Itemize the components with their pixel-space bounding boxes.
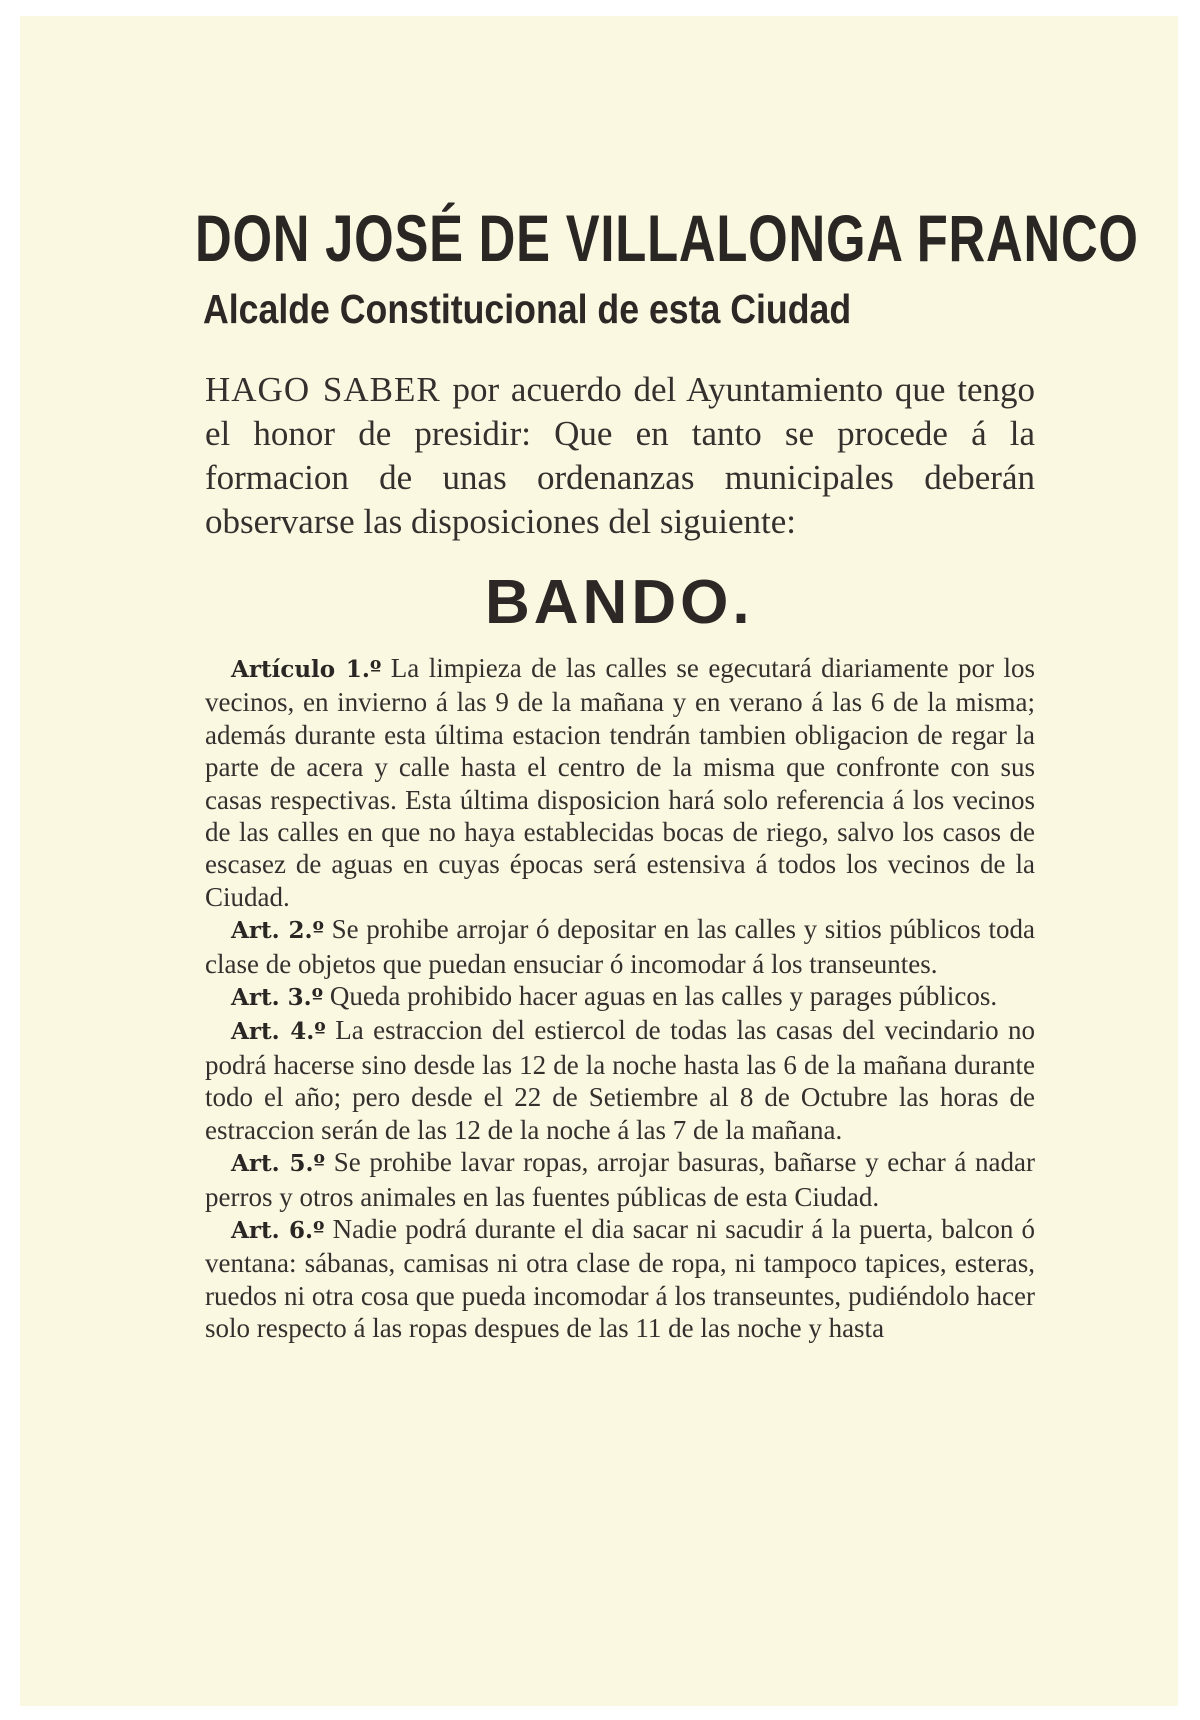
article-label: Art. 2.º [231, 917, 325, 945]
article-text: Se prohibe lavar ropas, arrojar basuras, bañarse y echar á nadar perros y otros animales en las fuentes públicas de esta Ciudad. [205, 1147, 1036, 1212]
article-text: La limpieza de las calles se egecutará diariamente por los vecinos, en invierno á las 9 de la mañana y en verano á las 6 de la misma; además durante esta última estacion tendrán tambien obligacion de regar la parte de acera y calle hasta el centro de la misma que confronte con sus casas respectivas. Esta última disposicion hará solo referencia á los vecinos de las calles en que no haya establecidas bocas de riego, salvo los casos de escasez de aguas en cuyas épocas será estensiva á todos los vecinos de la Ciudad. [205, 653, 1035, 912]
intro-lead: HAGO SABER [205, 370, 441, 409]
article-label: Art. 3.º [231, 984, 324, 1012]
intro-text: por acuerdo del Ayuntamiento que tengo el honor de presidir: Que en tanto se procede á la formacion de unas ordenanzas municipales deberán observarse las disposiciones del siguiente: [205, 370, 1035, 541]
article-label: Art. 5.º [231, 1150, 326, 1178]
bando-title: BANDO. [485, 568, 754, 637]
article-3 [205, 980, 1035, 1014]
article-text: Queda prohibido hacer aguas en las calles y parages públicos. [329, 981, 998, 1012]
article-text: Nadie podrá durante el dia sacar ni sacudir á la puerta, balcon ó ventana: sábanas, camisas ni otra clase de ropa, ni tampoco tapices, esteras, ruedos ni otra cosa que pueda incomodar á los transeuntes, pudiéndolo hacer solo respecto á las ropas despues de las 11 de las noche y hasta [205, 1213, 1035, 1344]
mayor-name-headline: DON JOSÉ DE VILLALONGA FRANCO [195, 201, 1139, 275]
document-page [20, 16, 1178, 1706]
articles-list [205, 652, 1035, 1345]
article-label: Art. 6.º [231, 1216, 325, 1244]
mayor-title-subtitle: Alcalde Constitucional de esta Ciudad [203, 286, 852, 332]
article-1 [205, 652, 1035, 913]
article-text: Se prohibe arrojar ó depositar en las calles y sitios públicos toda clase de objetos que puedan ensuciar ó incomodar á los transeuntes. [205, 914, 1036, 979]
article-5 [205, 1146, 1035, 1213]
article-text: La estraccion del estiercol de todas las casas del vecindario no podrá hacerse sino desde las 12 de la noche hasta las 6 de la mañana durante todo el año; pero desde el 22 de Setiembre al 8 de Octubre las horas de estraccion serán de las 12 de la noche á las 7 de la mañana. [205, 1015, 1035, 1145]
article-2 [205, 913, 1035, 980]
article-label: Art. 4.º [231, 1018, 326, 1046]
article-label: Artículo 1.º [231, 656, 382, 683]
article-6 [205, 1213, 1035, 1345]
intro-paragraph [205, 368, 1035, 544]
article-4 [205, 1014, 1035, 1146]
notice-body [195, 194, 1139, 1345]
